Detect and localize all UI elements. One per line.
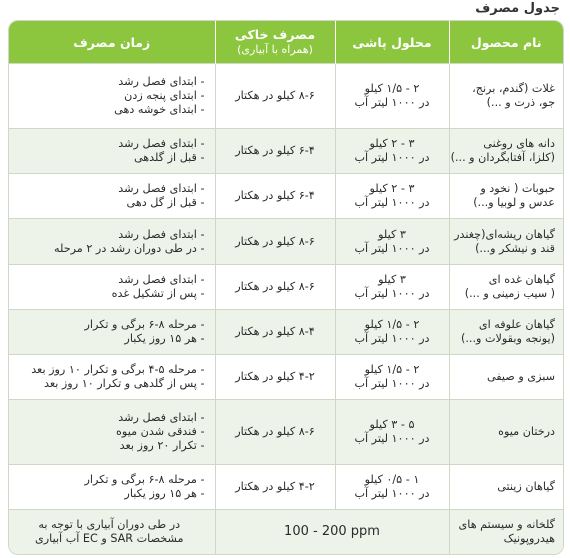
cell-time-line: - هر ۱۵ روز یکبار	[14, 332, 205, 346]
cell-time	[9, 309, 215, 354]
cell-time	[9, 354, 215, 399]
cell-time-line: - ابتدای فصل رشد	[14, 273, 205, 287]
cell-time-line: - پس از تشکیل غده	[14, 287, 205, 301]
cell-time	[9, 264, 215, 309]
cell-foliar-line: در ۱۰۰۰ لیتر آب	[354, 331, 430, 345]
cell-product-name-line: گیاهان زینتی	[497, 480, 555, 494]
cell-soil-line: ۸-۶ کیلو در هکتار	[235, 279, 315, 293]
header-foliar: محلول پاشی	[335, 21, 449, 64]
cell-time	[9, 465, 215, 510]
cell-product-name	[449, 219, 563, 264]
cell-product-name-line: جو، ذرت و ...)	[486, 96, 555, 110]
cell-time-line: - ابتدای خوشه دهی	[14, 103, 205, 117]
cell-soil	[215, 354, 335, 399]
cell-product-name-line: گیاهان ریشه‌ای(چغندر	[454, 227, 555, 241]
header-soil-title: مصرف خاکی	[234, 27, 316, 42]
cell-soil-line: ۴-۲ کیلو در هکتار	[235, 480, 315, 494]
cell-time-line: - تکرار ۲۰ روز بعد	[14, 439, 205, 453]
cell-foliar	[335, 129, 449, 174]
cell-time-line: - هر ۱۵ روز یکبار	[14, 487, 205, 501]
cell-product-name-line: گلخانه و سیستم های	[458, 518, 555, 532]
cell-foliar	[335, 309, 449, 354]
cell-soil-line: ۸-۴ کیلو در هکتار	[235, 324, 315, 338]
cell-rate-ppm	[215, 510, 449, 554]
cell-product-name-line: حبوبات ( نخود و	[480, 182, 555, 196]
cell-product-name-line: عدس و لوبیا و...)	[473, 196, 555, 210]
cell-time-line: - در طی دوران رشد در ۲ مرحله	[14, 242, 205, 256]
cell-foliar-line: ۵ - ۳ کیلو	[369, 417, 415, 431]
cell-product-name-line: (یونجه وبقولات و...)	[460, 331, 555, 345]
cell-product-name-line: غلات (گندم، برنج،	[472, 82, 555, 96]
cell-foliar	[335, 354, 449, 399]
cell-foliar	[335, 64, 449, 129]
cell-foliar-line: ۲ - ۱/۵ کیلو	[364, 317, 420, 331]
header-soil	[215, 21, 335, 64]
cell-soil-line: ۸-۶ کیلو در هکتار	[235, 424, 315, 438]
cell-time-line: - مرحله ۸-۶ برگی و تکرار	[14, 473, 205, 487]
cell-time-line: مشخصات SAR و EC آب آبیاری	[35, 532, 184, 546]
cell-foliar-line: در ۱۰۰۰ لیتر آب	[354, 487, 430, 501]
cell-foliar-line: در ۱۰۰۰ لیتر آب	[354, 431, 430, 445]
cell-foliar-line: ۳ - ۲ کیلو	[369, 137, 415, 151]
cell-time-line: - ابتدای فصل رشد	[14, 411, 205, 425]
cell-soil-line: ۸-۶ کیلو در هکتار	[235, 89, 315, 103]
cell-product-name	[449, 354, 563, 399]
cell-foliar-line: ۳ کیلو	[378, 227, 406, 241]
cell-time-line: - مرحله ۵-۴ برگی و تکرار ۱۰ روز بعد	[14, 363, 205, 377]
cell-product-name-line: (کلزا، آفتابگردان و ...)	[450, 151, 555, 165]
cell-time	[9, 399, 215, 464]
cell-product-name-line: ( سیب زمینی و ...)	[464, 286, 555, 300]
cell-soil-line: ۴-۲ کیلو در هکتار	[235, 369, 315, 383]
table-row	[9, 129, 563, 174]
cell-soil	[215, 465, 335, 510]
cell-time-line: - ابتدای فصل رشد	[14, 182, 205, 196]
cell-soil-line: ۶-۴ کیلو در هکتار	[235, 144, 315, 158]
cell-foliar-line: ۳ کیلو	[378, 272, 406, 286]
cell-soil	[215, 309, 335, 354]
cell-foliar-line: ۲ - ۱/۵ کیلو	[364, 82, 420, 96]
cell-product-name	[449, 129, 563, 174]
cell-product-name	[449, 309, 563, 354]
cell-foliar-line: در ۱۰۰۰ لیتر آب	[354, 151, 430, 165]
cell-foliar-line: در ۱۰۰۰ لیتر آب	[354, 241, 430, 255]
table-row	[9, 264, 563, 309]
cell-soil-line: ۶-۴ کیلو در هکتار	[235, 189, 315, 203]
cell-time-line: در طی دوران آبیاری با توجه به	[38, 518, 181, 532]
page-title: جدول مصرف	[475, 1, 560, 16]
cell-product-name-line: سبزی و صیفی	[486, 369, 555, 383]
cell-foliar	[335, 399, 449, 464]
cell-product-name-line: درختان میوه	[498, 424, 555, 438]
cell-product-name	[449, 264, 563, 309]
cell-soil	[215, 399, 335, 464]
cell-time-line: - ابتدای فصل رشد	[14, 228, 205, 242]
header-time: زمان مصرف	[9, 21, 215, 64]
cell-product-name	[449, 64, 563, 129]
cell-product-name	[449, 399, 563, 464]
cell-soil	[215, 174, 335, 219]
cell-time-line: - پس از گلدهی و تکرار ۱۰ روز بعد	[14, 377, 205, 391]
cell-rate-ppm-line: 100 - 200 ppm	[284, 524, 380, 540]
cell-soil	[215, 64, 335, 129]
cell-foliar-line: ۲ - ۱/۵ کیلو	[364, 362, 420, 376]
cell-time-line: - قبل از گلدهی	[14, 151, 205, 165]
cell-foliar	[335, 465, 449, 510]
cell-product-name-line: گیاهان علوفه ای	[478, 317, 555, 331]
cell-soil-line: ۸-۶ کیلو در هکتار	[235, 234, 315, 248]
cell-time-line: - ابتدای پنجه زدن	[14, 89, 205, 103]
cell-time	[9, 510, 215, 554]
cell-product-name-line: قند و نیشکر و...)	[475, 241, 555, 255]
cell-time	[9, 64, 215, 129]
usage-table	[8, 20, 564, 555]
cell-product-name-line: دانه های روغنی	[483, 137, 555, 151]
cell-foliar-line: در ۱۰۰۰ لیتر آب	[354, 376, 430, 390]
cell-product-name	[449, 174, 563, 219]
cell-foliar-line: ۱ - ۰/۵ کیلو	[364, 473, 420, 487]
cell-foliar-line: ۳ - ۲ کیلو	[369, 182, 415, 196]
cell-time-line: - ابتدای فصل رشد	[14, 75, 205, 89]
cell-foliar	[335, 264, 449, 309]
table-row	[9, 399, 563, 464]
table-row-greenhouse	[9, 510, 563, 554]
table-row	[9, 174, 563, 219]
table-header-row	[9, 21, 563, 64]
header-product-name: نام محصول	[449, 21, 563, 64]
cell-time-line: - ابتدای فصل رشد	[14, 137, 205, 151]
cell-time-line: - فندقی شدن میوه	[14, 425, 205, 439]
cell-product-name	[449, 510, 563, 554]
cell-foliar	[335, 174, 449, 219]
table-row	[9, 465, 563, 510]
cell-product-name-line: هیدروپونیک	[503, 532, 555, 546]
cell-foliar-line: در ۱۰۰۰ لیتر آب	[354, 286, 430, 300]
cell-foliar	[335, 219, 449, 264]
cell-foliar-line: در ۱۰۰۰ لیتر آب	[354, 196, 430, 210]
cell-time-line: - مرحله ۸-۶ برگی و تکرار	[14, 318, 205, 332]
table-row	[9, 219, 563, 264]
cell-time-line: - قبل از گل دهی	[14, 196, 205, 210]
header-soil-subtitle: (همراه با آبیاری)	[237, 43, 313, 56]
cell-time	[9, 174, 215, 219]
cell-soil	[215, 129, 335, 174]
cell-time	[9, 219, 215, 264]
cell-soil	[215, 219, 335, 264]
table-row	[9, 309, 563, 354]
cell-product-name-line: گیاهان غده ای	[488, 272, 555, 286]
cell-foliar-line: در ۱۰۰۰ لیتر آب	[354, 96, 430, 110]
cell-time	[9, 129, 215, 174]
table-row	[9, 64, 563, 129]
cell-soil	[215, 264, 335, 309]
cell-product-name	[449, 465, 563, 510]
table-row	[9, 354, 563, 399]
